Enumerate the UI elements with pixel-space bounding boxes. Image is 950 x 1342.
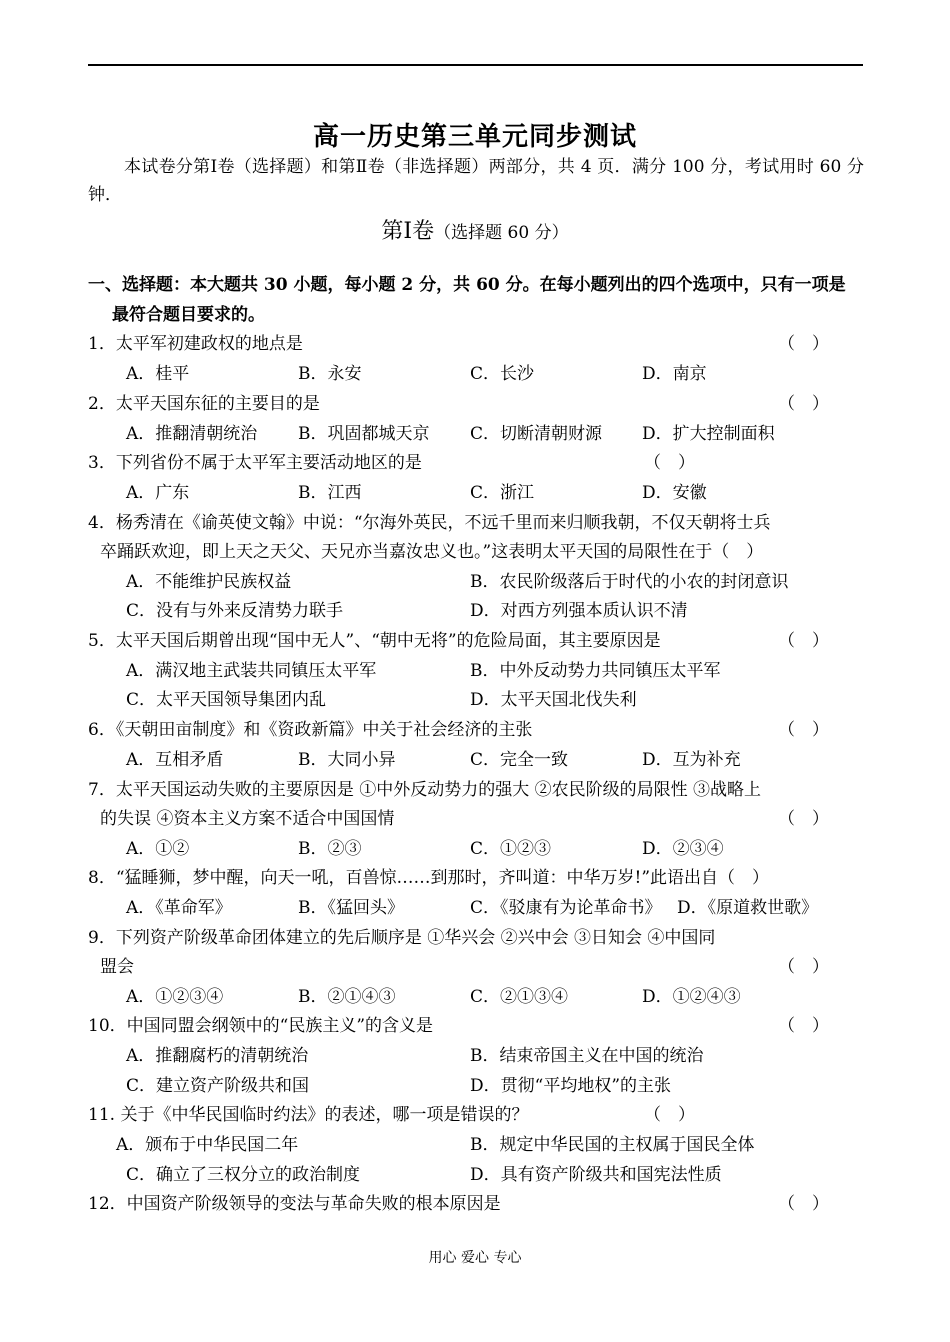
option: D．南京 — [642, 364, 707, 384]
option: A．推翻腐朽的清朝统治 — [126, 1046, 309, 1066]
option: B．江西 — [298, 483, 362, 503]
question-stem: 9．下列资产阶级革命团体建立的先后顺序是 ①华兴会 ②兴中会 ③日知会 ④中国同 — [88, 928, 716, 948]
option: A．满汉地主武装共同镇压太平军 — [126, 661, 377, 681]
section-title: 第Ⅰ卷 — [381, 219, 435, 244]
option: A．①②③④ — [126, 987, 224, 1007]
question-stem: 10．中国同盟会纲领中的“民族主义”的含义是 — [88, 1016, 434, 1036]
instructions-line-2: 最符合题目要求的。 — [112, 305, 265, 325]
answer-bracket: （ ） — [778, 957, 829, 977]
answer-bracket: （ ） — [778, 1016, 829, 1036]
question-stem: 5．太平天国后期曾出现“国中无人”、“朝中无将”的危险局面，其主要原因是 — [88, 631, 661, 651]
page-title: 高一历史第三单元同步测试 — [312, 122, 637, 152]
option: C．完全一致 — [470, 750, 569, 770]
option: B．中外反动势力共同镇压太平军 — [470, 661, 721, 681]
option: A．颁布于中华民国二年 — [116, 1135, 299, 1155]
instructions — [88, 270, 868, 330]
question-stem: 12．中国资产阶级领导的变法与革命失败的根本原因是 — [88, 1194, 501, 1214]
option: A．桂平 — [126, 364, 190, 384]
option: A．广东 — [126, 483, 190, 503]
question-stem: 11. 关于《中华民国临时约法》的表述，哪一项是错误的？ — [88, 1105, 529, 1125]
option: B．规定中华民国的主权属于国民全体 — [470, 1135, 755, 1155]
option: A．互相矛盾 — [126, 750, 224, 770]
section-heading — [0, 214, 950, 245]
option: D．具有资产阶级共和国宪法性质 — [470, 1165, 722, 1185]
question-stem: 7．太平天国运动失败的主要原因是 ①中外反动势力的强大 ②农民阶级的局限性 ③战略上 — [88, 780, 762, 800]
option: D．太平天国北伐失利 — [470, 690, 637, 710]
answer-bracket: （ ） — [778, 334, 829, 354]
option: B．结束帝国主义在中国的统治 — [470, 1046, 704, 1066]
option: B．农民阶级落后于时代的小农的封闭意识 — [470, 572, 789, 592]
answer-bracket: （ ） — [644, 453, 695, 473]
question-stem: 8．“猛睡狮，梦中醒，向天一吼，百兽惊……到那时，齐叫道：中华万岁!”此语出自（ ） — [88, 868, 770, 888]
question-stem-continued: 卒踊跃欢迎，即上天之天父、天兄亦当嘉汝忠义也。”这表明太平天国的局限性在于（ ） — [100, 542, 764, 562]
answer-bracket: （ ） — [778, 809, 829, 829]
option: D．互为补充 — [642, 750, 741, 770]
option: B．《猛回头》 — [298, 898, 404, 918]
option: C．没有与外来反清势力联手 — [126, 601, 344, 621]
option: C．浙江 — [470, 483, 535, 503]
option: C．太平天国领导集团内乱 — [126, 690, 327, 710]
question-stem: 1．太平军初建政权的地点是 — [88, 334, 303, 354]
option: B．②③ — [298, 839, 362, 859]
answer-bracket: （ ） — [778, 720, 829, 740]
option: B．②①④③ — [298, 987, 396, 1007]
question-stem: 6．《天朝田亩制度》和《资政新篇》中关于社会经济的主张 — [88, 720, 533, 740]
answer-bracket: （ ） — [644, 1105, 695, 1125]
option: C．《驳康有为论革命书》 — [470, 898, 662, 918]
option: D．扩大控制面积 — [642, 424, 775, 444]
option: C．长沙 — [470, 364, 535, 384]
option: C．建立资产阶级共和国 — [126, 1076, 310, 1096]
answer-bracket: （ ） — [778, 394, 829, 414]
question-stem: 4．杨秀清在《谕英使文翰》中说：“尔海外英民，不远千里而来归顺我朝，不仅天朝将士兵 — [88, 513, 771, 533]
option: B．永安 — [298, 364, 362, 384]
option: D．对西方列强本质认识不清 — [470, 601, 688, 621]
option: B．大同小异 — [298, 750, 396, 770]
page-footer: 用心 爱心 专心 — [428, 1250, 522, 1266]
option: B．巩固都城天京 — [298, 424, 430, 444]
option: A．①② — [126, 839, 190, 859]
header-rule — [88, 64, 863, 66]
option: D．②③④ — [642, 839, 724, 859]
option: C．确立了三权分立的政治制度 — [126, 1165, 361, 1185]
question-stem-continued: 盟会 — [100, 957, 134, 977]
question-stem-continued: 的失误 ④资本主义方案不适合中国国情 — [100, 809, 395, 829]
option: C．②①③④ — [470, 987, 569, 1007]
option: C．切断清朝财源 — [470, 424, 603, 444]
intro-paragraph: 本试卷分第Ⅰ卷（选择题）和第Ⅱ卷（非选择题）两部分，共 4 页．满分 100 分，考试用时 60 分钟． — [88, 157, 864, 205]
answer-bracket: （ ） — [778, 1194, 829, 1214]
option: D．《原道救世歌》 — [677, 898, 819, 918]
question-stem: 2．太平天国东征的主要目的是 — [88, 394, 320, 414]
option: D．安徽 — [642, 483, 707, 503]
answer-bracket: （ ） — [778, 631, 829, 651]
instructions-line-1: 一、选择题：本大题共 30 小题，每小题 2 分，共 60 分。在每小题列出的四个选项中，只有一项是 — [88, 275, 846, 295]
option: D．贯彻“平均地权”的主张 — [470, 1076, 672, 1096]
section-note: （选择题 60 分） — [434, 223, 569, 243]
option: A．不能维护民族权益 — [126, 572, 292, 592]
option: A．推翻清朝统治 — [126, 424, 258, 444]
option: D．①②④③ — [642, 987, 741, 1007]
option: A．《革命军》 — [126, 898, 232, 918]
option: C．①②③ — [470, 839, 552, 859]
question-stem: 3．下列省份不属于太平军主要活动地区的是 — [88, 453, 422, 473]
